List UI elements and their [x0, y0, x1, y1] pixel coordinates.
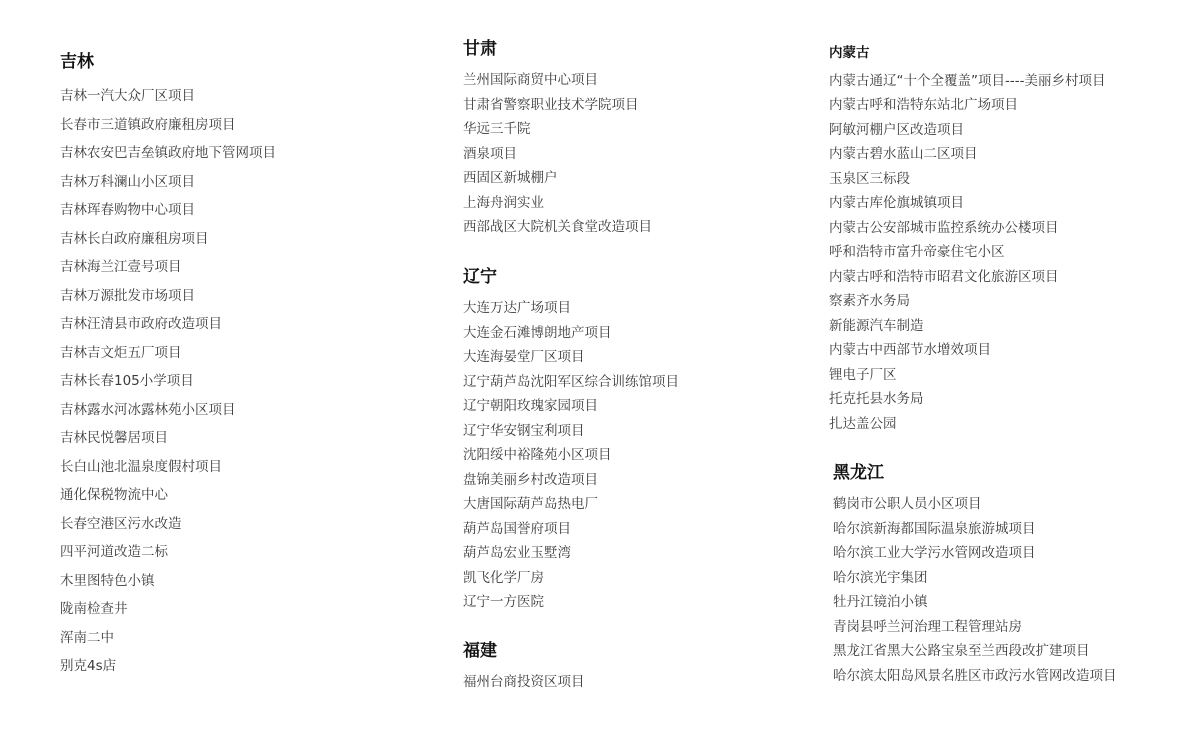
project-item: 哈尔滨新海都国际温泉旅游城项目: [833, 520, 1036, 537]
project-item: 辽宁华安钢宝利项目: [463, 422, 585, 439]
project-list: [463, 296, 679, 615]
project-item: 吉林汪清县市政府改造项目: [60, 316, 222, 332]
project-item: 四平河道改造二标: [60, 544, 168, 560]
project-item: 上海舟润实业: [463, 194, 544, 211]
project-item: 大连海晏堂厂区项目: [463, 349, 585, 365]
project-item: 葫芦岛宏业玉墅湾: [463, 545, 571, 561]
project-item: 内蒙古通辽“十个全覆盖”项目----美丽乡村项目: [829, 72, 1106, 89]
project-item: 哈尔滨光宇集团: [833, 569, 928, 586]
project-item: 吉林民悦馨居项目: [60, 430, 168, 446]
section-title: 甘肃: [463, 39, 497, 59]
project-item: 甘肃省警察职业技术学院项目: [463, 96, 639, 113]
project-item: 察素齐水务局: [829, 293, 910, 309]
project-item: 华远三千院: [463, 121, 531, 137]
project-item: 西固区新城棚户: [463, 170, 558, 186]
section-gansu: [463, 41, 652, 240]
project-item: 通化保税物流中心: [60, 487, 168, 503]
project-item: 托克托县水务局: [829, 391, 924, 407]
section-fujian: [463, 643, 585, 695]
project-item: 内蒙古呼和浩特东站北广场项目: [829, 97, 1018, 113]
project-item: 扎达盖公园: [829, 415, 897, 432]
project-item: 沈阳绥中裕隆苑小区项目: [463, 447, 612, 463]
project-item: 陇南检查井: [60, 601, 128, 617]
section-liaoning: [463, 269, 679, 615]
project-item: 青岗县呼兰河治理工程管理站房: [833, 618, 1022, 635]
project-item: 大连万达广场项目: [463, 300, 571, 316]
project-item: 辽宁朝阳玫瑰家园项目: [463, 398, 598, 414]
project-item: 浑南二中: [60, 629, 114, 646]
project-item: 西部战区大院机关食堂改造项目: [463, 219, 652, 235]
project-list: [60, 82, 276, 681]
project-item: 凯飞化学厂房: [463, 569, 544, 586]
project-item: 吉林海兰江壹号项目: [60, 259, 182, 275]
project-item: 内蒙古呼和浩特市昭君文化旅游区项目: [829, 268, 1059, 285]
project-item: 大连金石滩博朗地产项目: [463, 324, 612, 341]
project-item: 吉林珲春购物中心项目: [60, 202, 195, 218]
project-item: 哈尔滨工业大学污水管网改造项目: [833, 545, 1036, 561]
project-item: 吉林万科澜山小区项目: [60, 173, 195, 190]
project-item: 辽宁葫芦岛沈阳军区综合训练馆项目: [463, 373, 679, 390]
project-item: 别克4s店: [60, 658, 117, 674]
section-heilongjiang: [833, 465, 1117, 688]
project-item: 吉林长白政府廉租房项目: [60, 230, 209, 247]
project-item: 葫芦岛国誉府项目: [463, 520, 571, 537]
project-item: 锂电子厂区: [829, 366, 897, 383]
project-item: 玉泉区三标段: [829, 170, 910, 187]
project-item: 吉林一汽大众厂区项目: [60, 88, 195, 104]
project-item: 黑龙江省黑大公路宝泉至兰西段改扩建项目: [833, 643, 1090, 659]
project-list: [463, 68, 652, 240]
project-list: [463, 670, 585, 695]
section-title: 福建: [463, 641, 497, 661]
project-item: 内蒙古碧水蓝山二区项目: [829, 146, 978, 162]
project-item: 盘锦美丽乡村改造项目: [463, 471, 598, 488]
section-title: 辽宁: [463, 267, 497, 287]
project-item: 哈尔滨太阳岛风景名胜区市政污水管网改造项目: [833, 667, 1117, 684]
project-item: 吉林长春105小学项目: [60, 373, 194, 389]
project-item: 吉林农安巴吉垒镇政府地下管网项目: [60, 145, 276, 161]
section-jilin: [60, 54, 276, 681]
section-title: 黑龙江: [833, 463, 884, 483]
project-item: 呼和浩特市富升帝豪住宅小区: [829, 244, 1005, 260]
project-item: 辽宁一方医院: [463, 594, 544, 610]
project-item: 福州台商投资区项目: [463, 674, 585, 690]
section-neimenggu: [829, 47, 1105, 436]
project-item: 吉林吉文炬五厂项目: [60, 344, 182, 361]
project-item: 内蒙古库伦旗城镇项目: [829, 195, 964, 211]
project-list: [829, 69, 1105, 437]
project-item: 木里图特色小镇: [60, 572, 155, 589]
project-item: 长白山池北温泉度假村项目: [60, 458, 222, 475]
project-item: 酒泉项目: [463, 145, 517, 162]
project-item: 阿敏河棚户区改造项目: [829, 121, 964, 138]
project-list: [833, 492, 1117, 688]
project-item: 内蒙古中西部节水增效项目: [829, 342, 991, 358]
project-item: 长春市三道镇政府廉租房项目: [60, 116, 236, 133]
section-title: 吉林: [60, 52, 94, 72]
project-item: 吉林露水河冰露林苑小区项目: [60, 401, 236, 418]
project-item: 内蒙古公安部城市监控系统办公楼项目: [829, 219, 1059, 236]
project-item: 大唐国际葫芦岛热电厂: [463, 496, 598, 512]
project-item: 长春空港区污水改造: [60, 515, 182, 532]
project-item: 新能源汽车制造: [829, 317, 924, 334]
project-item: 鹤岗市公职人员小区项目: [833, 496, 982, 512]
project-item: 吉林万源批发市场项目: [60, 287, 195, 304]
section-title: 内蒙古: [829, 45, 870, 61]
project-item: 兰州国际商贸中心项目: [463, 72, 598, 88]
project-item: 牡丹江镜泊小镇: [833, 594, 928, 610]
